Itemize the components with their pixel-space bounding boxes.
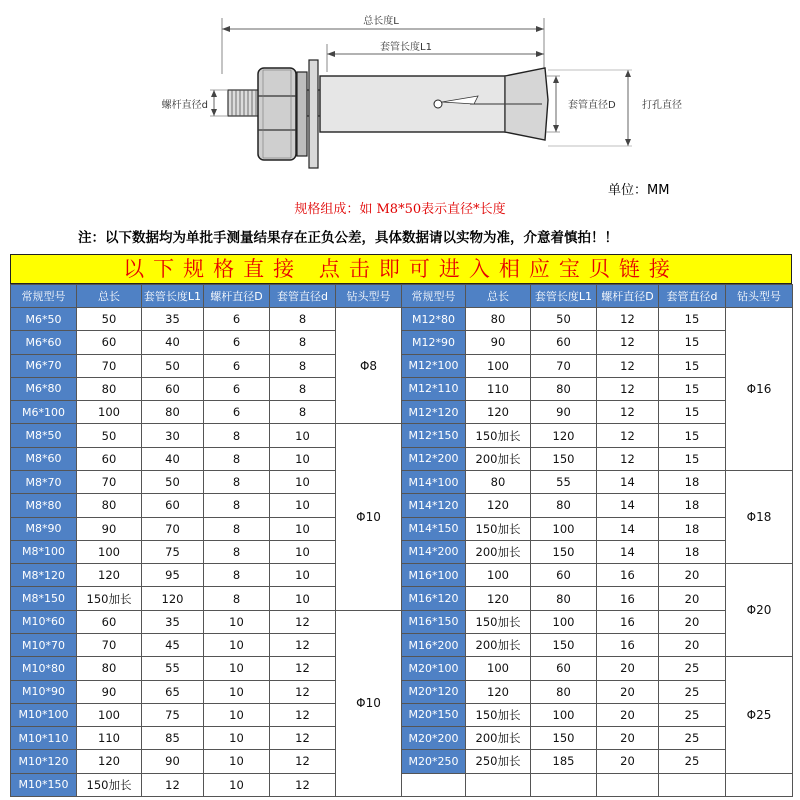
- table-row: [11, 610, 793, 633]
- value-cell: 8: [204, 540, 270, 563]
- value-cell: 12: [597, 331, 659, 354]
- value-cell: 100: [77, 703, 142, 726]
- value-cell: 10: [270, 447, 336, 470]
- model-cell[interactable]: M8*60: [11, 447, 77, 470]
- model-cell[interactable]: M8*70: [11, 470, 77, 493]
- value-cell: 35: [142, 308, 204, 331]
- value-cell: 150加长: [466, 703, 531, 726]
- value-cell: 6: [204, 331, 270, 354]
- column-header: 套管直径d: [270, 285, 336, 308]
- value-cell: 120: [142, 587, 204, 610]
- value-cell: 40: [142, 447, 204, 470]
- model-cell[interactable]: M10*120: [11, 750, 77, 773]
- value-cell: [597, 773, 659, 796]
- value-cell: 6: [204, 377, 270, 400]
- value-cell: 8: [204, 447, 270, 470]
- drill-bit-cell: Φ8: [336, 308, 402, 424]
- value-cell: 60: [142, 377, 204, 400]
- value-cell: 10: [204, 680, 270, 703]
- value-cell: 100: [466, 564, 531, 587]
- model-cell[interactable]: M6*50: [11, 308, 77, 331]
- value-cell: 60: [77, 447, 142, 470]
- column-header: 螺杆直径D: [204, 285, 270, 308]
- value-cell: 80: [77, 494, 142, 517]
- value-cell: 8: [204, 494, 270, 517]
- model-cell[interactable]: M12*200: [402, 447, 466, 470]
- value-cell: 55: [142, 657, 204, 680]
- value-cell: 45: [142, 633, 204, 656]
- value-cell: 100: [531, 517, 597, 540]
- value-cell: 8: [270, 401, 336, 424]
- value-cell: 30: [142, 424, 204, 447]
- model-cell[interactable]: M6*80: [11, 377, 77, 400]
- model-cell[interactable]: M10*90: [11, 680, 77, 703]
- value-cell: 8: [270, 308, 336, 331]
- value-cell: 15: [659, 308, 726, 331]
- value-cell: 20: [597, 657, 659, 680]
- value-cell: 12: [597, 424, 659, 447]
- table-row: [11, 517, 793, 540]
- value-cell: 90: [531, 401, 597, 424]
- value-cell: 25: [659, 703, 726, 726]
- column-header: 总长: [466, 285, 531, 308]
- value-cell: 15: [659, 401, 726, 424]
- value-cell: 100: [466, 354, 531, 377]
- value-cell: 20: [659, 587, 726, 610]
- model-cell[interactable]: M16*120: [402, 587, 466, 610]
- value-cell: 60: [531, 657, 597, 680]
- sleeve-diameter-label: 套管直径D: [568, 100, 616, 111]
- value-cell: 70: [77, 633, 142, 656]
- table-row: [11, 331, 793, 354]
- column-header: 钻头型号: [726, 285, 793, 308]
- value-cell: 20: [597, 727, 659, 750]
- value-cell: 150: [531, 633, 597, 656]
- drill-bit-cell: Φ25: [726, 657, 793, 773]
- product-link-banner[interactable]: 以下规格直接 点击即可进入相应宝贝链接: [10, 254, 792, 284]
- value-cell: 8: [270, 377, 336, 400]
- value-cell: 10: [204, 773, 270, 796]
- model-cell[interactable]: M10*60: [11, 610, 77, 633]
- value-cell: 100: [77, 540, 142, 563]
- drill-bit-cell: Φ10: [336, 424, 402, 610]
- table-row: [11, 308, 793, 331]
- value-cell: 120: [466, 680, 531, 703]
- model-cell[interactable]: M16*200: [402, 633, 466, 656]
- model-cell[interactable]: M6*70: [11, 354, 77, 377]
- sleeve-length-label: 套管长度L1: [380, 42, 432, 53]
- model-cell[interactable]: M14*120: [402, 494, 466, 517]
- value-cell: 25: [659, 727, 726, 750]
- model-cell[interactable]: M12*150: [402, 424, 466, 447]
- table-row: [11, 354, 793, 377]
- value-cell: 10: [270, 564, 336, 587]
- value-cell: 40: [142, 331, 204, 354]
- value-cell: 10: [270, 494, 336, 517]
- value-cell: 25: [659, 680, 726, 703]
- value-cell: 185: [531, 750, 597, 773]
- header-row: [11, 285, 793, 308]
- table-row: [11, 401, 793, 424]
- value-cell: 150: [531, 727, 597, 750]
- value-cell: 16: [597, 564, 659, 587]
- model-cell[interactable]: M8*90: [11, 517, 77, 540]
- table-row: [11, 680, 793, 703]
- value-cell: 35: [142, 610, 204, 633]
- table-row: [11, 587, 793, 610]
- value-cell: 200加长: [466, 540, 531, 563]
- value-cell: 18: [659, 540, 726, 563]
- drill-diameter-label: 打孔直径: [642, 100, 682, 111]
- value-cell: 60: [77, 331, 142, 354]
- unit-label: 单位：MM: [608, 183, 670, 198]
- value-cell: 90: [142, 750, 204, 773]
- value-cell: 20: [597, 680, 659, 703]
- value-cell: 120: [466, 587, 531, 610]
- value-cell: 14: [597, 470, 659, 493]
- value-cell: 55: [531, 470, 597, 493]
- value-cell: 20: [659, 564, 726, 587]
- model-cell[interactable]: M20*250: [402, 750, 466, 773]
- model-cell[interactable]: M12*100: [402, 354, 466, 377]
- value-cell: 50: [531, 308, 597, 331]
- value-cell: 60: [142, 494, 204, 517]
- value-cell: 10: [204, 657, 270, 680]
- value-cell: 12: [597, 308, 659, 331]
- value-cell: 12: [597, 447, 659, 470]
- value-cell: 50: [142, 470, 204, 493]
- model-cell[interactable]: M10*150: [11, 773, 77, 796]
- column-header: 常规型号: [402, 285, 466, 308]
- value-cell: 100: [531, 703, 597, 726]
- value-cell: 14: [597, 494, 659, 517]
- value-cell: 10: [270, 517, 336, 540]
- column-header: 钻头型号: [336, 285, 402, 308]
- column-header: 套管长度L1: [142, 285, 204, 308]
- value-cell: 25: [659, 750, 726, 773]
- value-cell: 80: [142, 401, 204, 424]
- value-cell: 8: [204, 517, 270, 540]
- value-cell: 110: [466, 377, 531, 400]
- model-cell[interactable]: M14*100: [402, 470, 466, 493]
- value-cell: 25: [659, 657, 726, 680]
- value-cell: 100: [466, 657, 531, 680]
- model-cell[interactable]: M14*200: [402, 540, 466, 563]
- tolerance-disclaimer: 注：以下数据均为单批手测量结果存在正负公差，具体数据请以实物为准，介意着慎拍！！: [78, 230, 618, 246]
- anchor-bolt-diagram: [0, 0, 800, 180]
- value-cell: 80: [531, 680, 597, 703]
- value-cell: 8: [270, 331, 336, 354]
- value-cell: 10: [204, 633, 270, 656]
- value-cell: 10: [204, 703, 270, 726]
- value-cell: 90: [77, 680, 142, 703]
- value-cell: 15: [659, 331, 726, 354]
- value-cell: 150: [531, 447, 597, 470]
- value-cell: 20: [597, 750, 659, 773]
- value-cell: 6: [204, 308, 270, 331]
- value-cell: 14: [597, 517, 659, 540]
- value-cell: 80: [77, 657, 142, 680]
- value-cell: 15: [659, 424, 726, 447]
- model-cell: [402, 773, 466, 796]
- table-row: [11, 657, 793, 680]
- value-cell: 100: [77, 401, 142, 424]
- value-cell: 120: [466, 401, 531, 424]
- table-row: [11, 494, 793, 517]
- value-cell: 75: [142, 703, 204, 726]
- value-cell: 60: [531, 564, 597, 587]
- drill-bit-cell: Φ16: [726, 308, 793, 471]
- hex-nut: [258, 68, 296, 160]
- total-length-label: 总长度L: [363, 16, 399, 27]
- value-cell: 10: [270, 470, 336, 493]
- value-cell: [466, 773, 531, 796]
- value-cell: 75: [142, 540, 204, 563]
- value-cell: 90: [466, 331, 531, 354]
- value-cell: 18: [659, 517, 726, 540]
- value-cell: 10: [270, 540, 336, 563]
- flat-washer: [309, 60, 318, 168]
- model-cell[interactable]: M10*70: [11, 633, 77, 656]
- value-cell: 8: [204, 470, 270, 493]
- value-cell: 8: [270, 354, 336, 377]
- table-row: [11, 633, 793, 656]
- model-cell[interactable]: M20*150: [402, 703, 466, 726]
- value-cell: 200加长: [466, 727, 531, 750]
- value-cell: 70: [77, 470, 142, 493]
- spec-format-note: 规格组成：如 M8*50表示直径*长度: [294, 202, 506, 217]
- value-cell: 80: [77, 377, 142, 400]
- value-cell: 18: [659, 470, 726, 493]
- value-cell: 12: [270, 610, 336, 633]
- value-cell: 200加长: [466, 447, 531, 470]
- value-cell: 8: [204, 424, 270, 447]
- value-cell: 16: [597, 610, 659, 633]
- value-cell: 18: [659, 494, 726, 517]
- value-cell: 120: [77, 564, 142, 587]
- value-cell: 10: [204, 610, 270, 633]
- value-cell: 12: [270, 703, 336, 726]
- value-cell: 70: [531, 354, 597, 377]
- value-cell: 150加长: [77, 773, 142, 796]
- value-cell: 120: [466, 494, 531, 517]
- value-cell: 110: [77, 727, 142, 750]
- value-cell: 120: [77, 750, 142, 773]
- model-cell[interactable]: M10*80: [11, 657, 77, 680]
- value-cell: 20: [659, 633, 726, 656]
- table-row: [11, 447, 793, 470]
- value-cell: 80: [466, 308, 531, 331]
- model-cell[interactable]: M8*150: [11, 587, 77, 610]
- value-cell: [659, 773, 726, 796]
- value-cell: 12: [270, 773, 336, 796]
- model-cell[interactable]: M20*120: [402, 680, 466, 703]
- value-cell: 70: [142, 517, 204, 540]
- value-cell: 150加长: [466, 610, 531, 633]
- value-cell: 150: [531, 540, 597, 563]
- value-cell: 65: [142, 680, 204, 703]
- table-row: [11, 750, 793, 773]
- value-cell: 15: [659, 354, 726, 377]
- value-cell: 150加长: [466, 517, 531, 540]
- value-cell: 80: [531, 377, 597, 400]
- value-cell: 10: [270, 587, 336, 610]
- model-cell[interactable]: M16*100: [402, 564, 466, 587]
- value-cell: 20: [597, 703, 659, 726]
- value-cell: 80: [466, 470, 531, 493]
- model-cell[interactable]: M14*150: [402, 517, 466, 540]
- model-cell[interactable]: M12*110: [402, 377, 466, 400]
- drill-bit-cell: Φ20: [726, 564, 793, 657]
- value-cell: 12: [597, 377, 659, 400]
- column-header: 套管直径d: [659, 285, 726, 308]
- value-cell: 60: [77, 610, 142, 633]
- value-cell: 12: [597, 401, 659, 424]
- model-cell[interactable]: M12*80: [402, 308, 466, 331]
- value-cell: 50: [77, 308, 142, 331]
- value-cell: 12: [142, 773, 204, 796]
- table-row: [11, 470, 793, 493]
- model-cell[interactable]: M8*50: [11, 424, 77, 447]
- value-cell: 10: [204, 727, 270, 750]
- drill-bit-cell: [726, 773, 793, 796]
- spring-washer: [297, 72, 307, 156]
- spec-table: [10, 284, 793, 797]
- value-cell: 12: [597, 354, 659, 377]
- value-cell: 16: [597, 633, 659, 656]
- column-header: 套管长度L1: [531, 285, 597, 308]
- model-cell[interactable]: M8*120: [11, 564, 77, 587]
- value-cell: 80: [531, 494, 597, 517]
- value-cell: 200加长: [466, 633, 531, 656]
- model-cell[interactable]: M8*100: [11, 540, 77, 563]
- value-cell: 14: [597, 540, 659, 563]
- table-row: [11, 377, 793, 400]
- column-header: 螺杆直径D: [597, 285, 659, 308]
- value-cell: 50: [77, 424, 142, 447]
- value-cell: 12: [270, 750, 336, 773]
- bolt-diameter-label: 螺杆直径d: [161, 100, 208, 111]
- value-cell: [531, 773, 597, 796]
- column-header: 常规型号: [11, 285, 77, 308]
- value-cell: 80: [531, 587, 597, 610]
- value-cell: 90: [77, 517, 142, 540]
- value-cell: 15: [659, 377, 726, 400]
- model-cell[interactable]: M10*110: [11, 727, 77, 750]
- value-cell: 12: [270, 680, 336, 703]
- model-cell[interactable]: M12*90: [402, 331, 466, 354]
- column-header: 总长: [77, 285, 142, 308]
- value-cell: 60: [531, 331, 597, 354]
- table-row: [11, 703, 793, 726]
- model-cell[interactable]: M6*60: [11, 331, 77, 354]
- model-cell[interactable]: M16*150: [402, 610, 466, 633]
- value-cell: 12: [270, 657, 336, 680]
- table-row: [11, 773, 793, 796]
- value-cell: 8: [204, 564, 270, 587]
- value-cell: 150加长: [77, 587, 142, 610]
- drill-bit-cell: Φ18: [726, 470, 793, 563]
- model-cell[interactable]: M10*100: [11, 703, 77, 726]
- value-cell: 20: [659, 610, 726, 633]
- table-row: [11, 540, 793, 563]
- model-cell[interactable]: M8*80: [11, 494, 77, 517]
- value-cell: 150加长: [466, 424, 531, 447]
- value-cell: 8: [204, 587, 270, 610]
- model-cell[interactable]: M12*120: [402, 401, 466, 424]
- value-cell: 12: [270, 727, 336, 750]
- value-cell: 10: [270, 424, 336, 447]
- value-cell: 12: [270, 633, 336, 656]
- value-cell: 6: [204, 354, 270, 377]
- value-cell: 16: [597, 587, 659, 610]
- value-cell: 6: [204, 401, 270, 424]
- drill-bit-cell: Φ10: [336, 610, 402, 796]
- value-cell: 50: [142, 354, 204, 377]
- value-cell: 120: [531, 424, 597, 447]
- expansion-sleeve: [320, 68, 548, 140]
- value-cell: 10: [204, 750, 270, 773]
- value-cell: 100: [531, 610, 597, 633]
- value-cell: 15: [659, 447, 726, 470]
- value-cell: 250加长: [466, 750, 531, 773]
- table-row: [11, 424, 793, 447]
- model-cell[interactable]: M20*200: [402, 727, 466, 750]
- value-cell: 85: [142, 727, 204, 750]
- value-cell: 70: [77, 354, 142, 377]
- model-cell[interactable]: M6*100: [11, 401, 77, 424]
- model-cell[interactable]: M20*100: [402, 657, 466, 680]
- table-row: [11, 727, 793, 750]
- table-row: [11, 564, 793, 587]
- value-cell: 95: [142, 564, 204, 587]
